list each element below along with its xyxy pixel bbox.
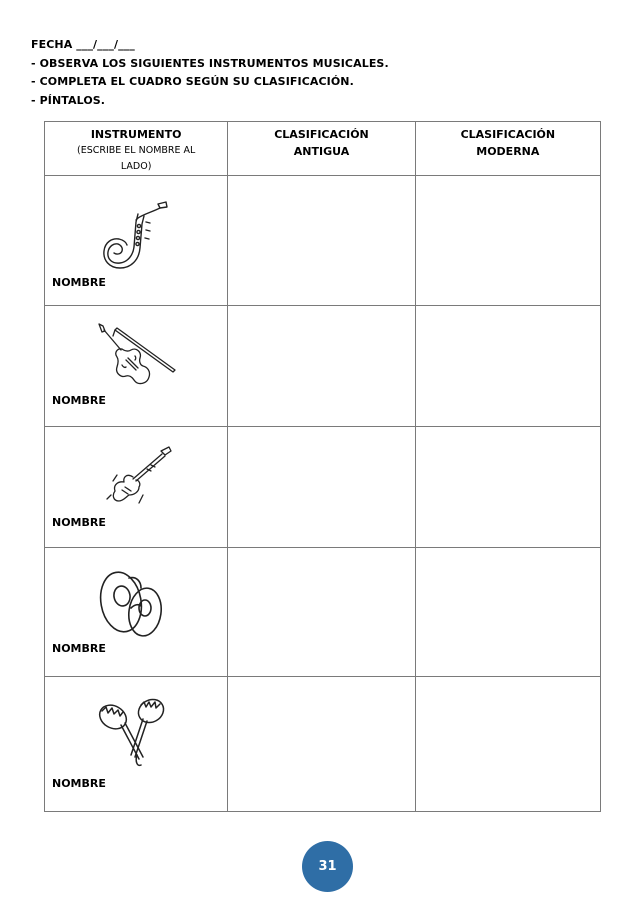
violin-icon <box>95 322 179 394</box>
header-instrumento: INSTRUMENTO (ESCRIBE EL NOMBRE AL LADO) <box>45 122 228 176</box>
table-row <box>45 306 601 427</box>
table-row <box>45 677 601 812</box>
instrument-cell <box>45 427 228 548</box>
nombre-label: NOMBRE <box>52 276 106 289</box>
table-row <box>45 427 601 548</box>
moderna-cell[interactable] <box>415 306 600 427</box>
antigua-cell[interactable] <box>228 176 415 306</box>
table-row <box>45 548 601 677</box>
instruction-complete: - COMPLETA EL CUADRO SEGÚN SU CLASIFICACIÓN. <box>31 75 354 88</box>
moderna-cell[interactable] <box>415 548 600 677</box>
instrument-cell <box>45 677 228 812</box>
page-number-badge: 31 <box>302 841 353 892</box>
maracas-icon <box>95 691 171 773</box>
nombre-label: NOMBRE <box>52 642 106 655</box>
table-header-row <box>45 122 601 176</box>
nombre-label: NOMBRE <box>52 394 106 407</box>
date-line: FECHA ___/___/___ <box>31 38 135 51</box>
instrument-cell <box>45 176 228 306</box>
antigua-cell[interactable] <box>228 427 415 548</box>
nombre-label: NOMBRE <box>52 777 106 790</box>
instruction-paint: - PÍNTALOS. <box>31 93 106 107</box>
saxophone-icon <box>100 192 170 272</box>
moderna-cell[interactable] <box>415 176 600 306</box>
classification-table <box>44 121 601 812</box>
worksheet-header <box>31 36 389 110</box>
electric-guitar-icon <box>103 445 173 507</box>
table-row <box>45 176 601 306</box>
cymbals-icon <box>97 564 169 644</box>
antigua-cell[interactable] <box>228 677 415 812</box>
instruction-observe: - OBSERVA LOS SIGUIENTES INSTRUMENTOS MUSICALES. <box>31 56 389 70</box>
instrument-cell <box>45 306 228 427</box>
header-clasificacion-moderna: CLASIFICACIÓN MODERNA <box>415 122 600 176</box>
header-clasificacion-antigua: CLASIFICACIÓN ANTIGUA <box>228 122 415 176</box>
moderna-cell[interactable] <box>415 427 600 548</box>
moderna-cell[interactable] <box>415 677 600 812</box>
antigua-cell[interactable] <box>228 306 415 427</box>
instrument-cell <box>45 548 228 677</box>
nombre-label: NOMBRE <box>52 516 106 529</box>
antigua-cell[interactable] <box>228 548 415 677</box>
